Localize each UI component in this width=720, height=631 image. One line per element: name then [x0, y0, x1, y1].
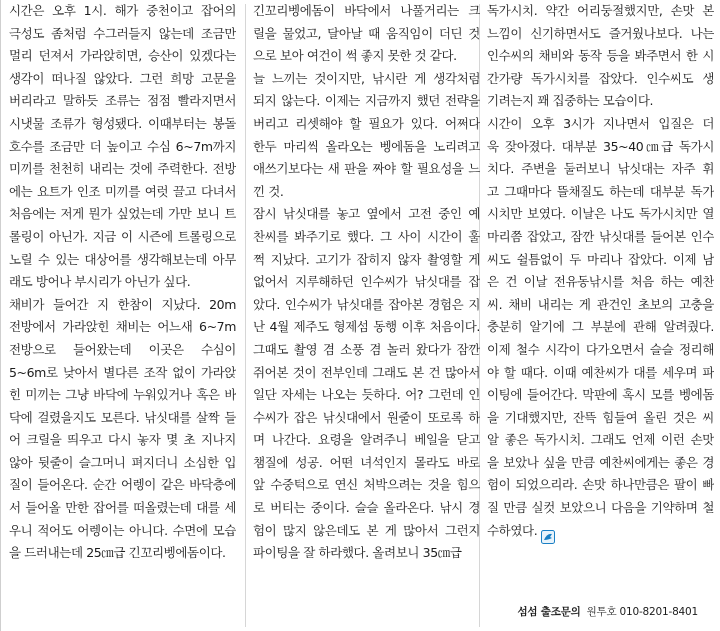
article-line: 버리라고 말하듯 조류는 점점 빨라지면서 [9, 93, 236, 109]
article-line: 고 그때마다 뜰채질도 하는데 대부분 독가 [487, 183, 714, 199]
article-line: 어 크릴을 띄우고 다시 놓자 몇 초 지나지 [9, 432, 236, 448]
article-line: 난 4월 제주도 형제섬 동행 이후 처음이다. [253, 319, 480, 335]
article-line: 이팅에 들어간다. 막판에 혹시 모를 벵에돔 [487, 387, 714, 403]
article-line: 멀리 던져서 가라앉히면, 승산이 있겠다는 [9, 48, 236, 64]
article-line: 욱 잦아졌다. 대부분 35~40㎝급 독가시 [487, 138, 714, 154]
article-line: 채비가 들어간 지 한참이 지났다. 20m [9, 296, 236, 312]
article-line: 으로 보아 여건이 썩 좋지 못한 것 같다. [253, 48, 457, 64]
article-column-3 [487, 0, 714, 546]
article-line: 전방으로 들어왔는데 이곳은 수심이 [9, 341, 236, 357]
article-line: 찬씨를 봐주기로 했다. 그 사이 시간이 훌 [253, 228, 480, 244]
article-line: 시간이 오후 3시가 지나면서 입질은 더 [487, 115, 714, 131]
article-line: 쩍 지났다. 고기가 잡히지 않자 촬영할 게 [253, 251, 480, 267]
byline-name: 섬섬 출조문의 [517, 606, 581, 618]
article-line: 야 할 때다. 이때 예찬씨가 대를 세우며 파 [487, 364, 714, 380]
article-line: 을 보았나 싶을 만큼 예찬씨에게는 좋은 경 [487, 454, 714, 470]
article-line: 시간은 오후 1시. 해가 중천이고 잡어의 [9, 3, 236, 18]
article-line: 전방에서 가라앉힌 채비는 어느새 6~7m [9, 319, 236, 335]
article-line: 험이 많지 않은데도 본 게 많아서 그런지 [253, 522, 480, 538]
byline-contact: 원투호 010-8201-8401 [586, 606, 698, 618]
article-line: 생각이 떠나질 않았다. 그런 희망 고문을 [9, 70, 236, 86]
article-line: 릴을 물었고, 달아날 때 움직임이 더딘 것 [253, 25, 480, 41]
article-line: 알 좋은 독가시치. 그래도 언제 이런 손맛 [487, 432, 714, 448]
article-line: 독가시치. 약간 어리둥절했지만, 손맛 본 [487, 3, 714, 18]
article-line: 극성도 좀처럼 수그러들지 않는데 조금만 [9, 25, 236, 41]
article-line: 긴꼬리벵에돔이 바닥에서 나풀거리는 크 [253, 3, 480, 18]
article-line: 을 기대했지만, 잔뜩 힘들여 올린 것은 씨 [487, 409, 714, 425]
article-line: 파이팅을 잘 하라했다. 올려보니 35㎝급 [253, 545, 462, 561]
article-line: 인수씨의 채비와 동작 등을 봐주면서 한 시 [487, 48, 714, 64]
article-line: 래도 방어나 부시리가 아닌가 싶다. [9, 274, 191, 290]
article-line: 에는 요트가 인조 미끼를 여럿 끌고 다녀서 [9, 183, 236, 199]
article-line: 질 만큼 실컷 보았으니 다음을 기약하며 철 [487, 500, 714, 516]
article-line: 은 건 이날 전유동낚시를 처음 하는 예찬 [487, 274, 714, 290]
article-line: 치다. 주변을 둘러보니 낚싯대는 자주 휘 [487, 161, 714, 177]
article-line: 며 나간다. 요령을 알려주니 베일을 닫고 [253, 432, 480, 448]
article-line: 호수를 조금만 더 높이고 수심 6~7m까지 [9, 138, 236, 154]
fishing-lure-icon [541, 529, 555, 543]
article-line: 애쓰기보다는 새 판을 짜야 할 필요성을 느 [253, 161, 480, 177]
article-line: 수씨가 잡은 낚싯대에서 원줄이 또로록 하 [253, 409, 480, 425]
article-line: 노릴 수 있는 대상어를 생각해보는데 아무 [9, 251, 236, 267]
article-line: 로 버티는 중이다. 슬슬 올라온다. 낚시 경 [253, 500, 480, 516]
article-line: 한두 마리씩 올라오는 벵에돔을 노리려고 [253, 138, 480, 154]
article-line: 이제 철수 시각이 다가오면서 슬슬 정리해 [487, 341, 714, 357]
article-line: 버리고 리셋해야 할 필요가 있다. 어쩌다 [253, 115, 480, 131]
article-line: 앞 수중턱으로 연신 처박으려는 것을 힘으 [253, 477, 480, 493]
column-divider [245, 4, 246, 627]
article-line: 시냇물 조류가 형성됐다. 이때부터는 봉돌 [9, 115, 236, 131]
article-line: 충분히 알기에 그 부분에 관해 알려줬다. [487, 319, 714, 335]
article-line: 않아 뒷줄이 슬그머니 펴지더니 소심한 입 [9, 454, 236, 470]
article-line: 닥에 걸렸을지도 모른다. 낚싯대를 살짝 들 [9, 409, 236, 425]
article-line: 우니 적어도 어렝이는 아니다. 수면에 모습 [9, 522, 236, 538]
article-line: 롤링이 아닌가. 지금 이 시즌에 트롤링으로 [9, 228, 236, 244]
article-line: 기려는지 꽤 집중하는 모습이다. [487, 93, 654, 109]
article-line: 챔질에 성공. 어떤 녀석인지 몰라도 바로 [253, 454, 480, 470]
article-line: 일단 자세는 나오는 듯하다. 어? 그런데 인 [253, 387, 480, 403]
article-line: 았다. 인수씨가 낚싯대를 잡아본 경험은 지 [253, 296, 480, 312]
article-line: 힌 미끼는 그냥 바닥에 누워있거나 혹은 바 [9, 387, 236, 403]
article-line: 그때도 촬영 겸 소풍 겸 놀러 왔다가 잠깐 [253, 341, 480, 357]
article-line: 늘 느끼는 것이지만, 낚시란 게 생각처럼 [253, 70, 480, 86]
article-line: 미끼를 천천히 내리는 것에 주력한다. 전방 [9, 161, 236, 177]
article-line: 씨도 쉴틈없이 두 마리나 잡았다. 이제 남 [487, 251, 714, 267]
article-column-1 [9, 0, 236, 565]
byline [517, 602, 698, 622]
article-line: 마리쯤 잡았고, 잠깐 낚싯대를 들어본 인수 [487, 228, 714, 244]
article-line: 없어서 지루해하던 인수씨가 낚싯대를 잡 [253, 274, 480, 290]
article-line: 을 드러내는데 25㎝급 긴꼬리벵에돔이다. [9, 545, 226, 561]
article-line: 간가량 독가시치를 잡았다. 인수씨도 생 [487, 70, 714, 86]
article-line: 험이 되었으리라. 손맛 하나만큼은 팔이 빠 [487, 477, 714, 493]
article-line: 낀 것. [253, 183, 284, 199]
article-line: 씨. 채비 내리는 게 관건인 초보의 고충을 [487, 296, 714, 312]
article-line: 잠시 낚싯대를 놓고 옆에서 고전 중인 예 [253, 206, 480, 222]
article-line: 처음에는 저게 뭔가 싶었는데 가만 보니 트 [9, 206, 236, 222]
article-line: 수하였다. [487, 522, 538, 538]
article-line: 시치만 보였다. 이날은 나도 독가시치만 열 [487, 206, 714, 222]
article-line: 느낌이 신기하면서도 즐거웠나보다. 나는 [487, 25, 714, 41]
article-line: 서 들어올 만한 잡어를 떠올렸는데 대를 세 [9, 500, 236, 516]
article-line: 쥐어본 것이 전부인데 그래도 본 건 많아서 [253, 364, 480, 380]
article-column-2 [253, 0, 480, 565]
article-line: 질이 들어온다. 순간 어렝이 같은 바닥층에 [9, 477, 236, 493]
article-line: 되지 않는다. 이제는 지금까지 했던 전략을 [253, 93, 480, 109]
article-line: 5~6m로 낮아서 별다른 조작 없이 가라앉 [9, 364, 236, 380]
